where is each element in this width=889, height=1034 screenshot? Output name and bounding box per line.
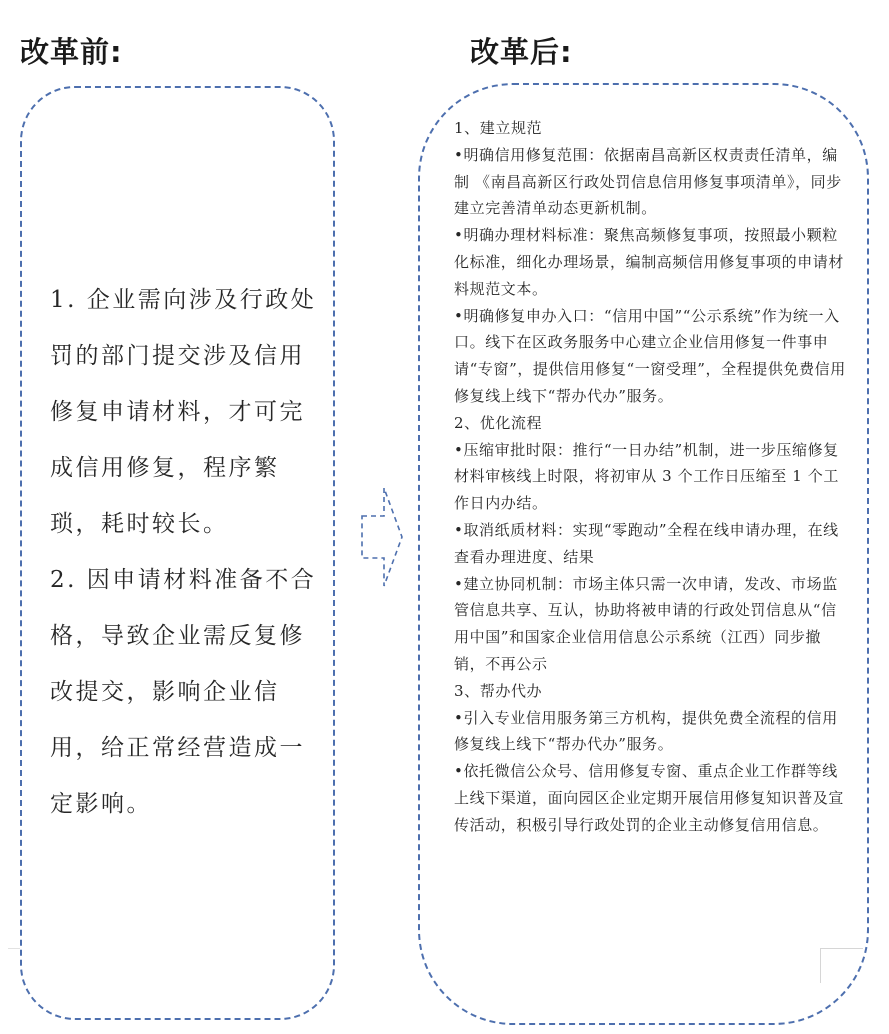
list-item: •明确修复申办入口：“信用中国”“公示系统”作为统一入口。线下在区政务服务中心建立企业信用修复一件事申请“专窗”，提供信用修复“一窗受理”，全程提供免费信用修复线上线下“帮办代办”服务。 xyxy=(454,306,846,405)
list-item: •建立协同机制：市场主体只需一次申请，发改、市场监管信息共享、互认，协助将被申请的行政处罚信息从“信用中国”和国家企业信用信息公示系统（江西）同步撤销，不再公示 xyxy=(454,574,838,673)
list-item: •明确办理材料标准：聚焦高频修复事项，按照最小颗粒化标准，细化办理场景，编制高频信用修复事项的申请材料规范文本。 xyxy=(454,226,845,298)
list-item: •取消纸质材料：实现“零跑动”全程在线申请办理，在线查看办理进度、结果 xyxy=(454,520,839,566)
after-text xyxy=(454,115,849,839)
corner-crop-mark xyxy=(820,948,863,983)
before-text xyxy=(50,272,320,832)
list-item: •明确信用修复范围：依据南昌高新区权责责任清单，编制 《南昌高新区行政处罚信息信用修复事项清单》，同步建立完善清单动态更新机制。 xyxy=(454,145,842,218)
before-item-1: 1. 企业需向涉及行政处罚的部门提交涉及信用修复申请材料，才可完成信用修复，程序繁琐，耗时较长。 xyxy=(50,287,317,537)
before-item-2: 2. 因申请材料准备不合格，导致企业需反复修改提交，影响企业信用，给正常经营造成一定影响。 xyxy=(50,567,317,817)
list-item: •依托微信公众号、信用修复专窗、重点企业工作群等线上线下渠道，面向园区企业定期开展信用修复知识普及宣传活动，积极引导行政处罚的企业主动修复信用信息。 xyxy=(454,762,845,834)
list-item: •压缩审批时限：推行“一日办结”机制，进一步压缩修复材料审核线上时限，将初审从 3 个工作日压缩至 1 个工作日内办结。 xyxy=(454,440,839,513)
heading-after: 改革后: xyxy=(470,35,573,69)
edge-mark xyxy=(8,948,20,949)
dashed-right-arrow-icon xyxy=(360,486,404,588)
section-3-heading: 3、帮办代办 xyxy=(454,681,543,700)
list-item: •引入专业信用服务第三方机构，提供免费全流程的信用修复线上线下“帮办代办”服务。 xyxy=(454,708,838,754)
heading-before: 改革前: xyxy=(20,35,123,69)
section-2-heading: 2、优化流程 xyxy=(454,413,543,432)
section-1-heading: 1、建立规范 xyxy=(454,119,543,137)
